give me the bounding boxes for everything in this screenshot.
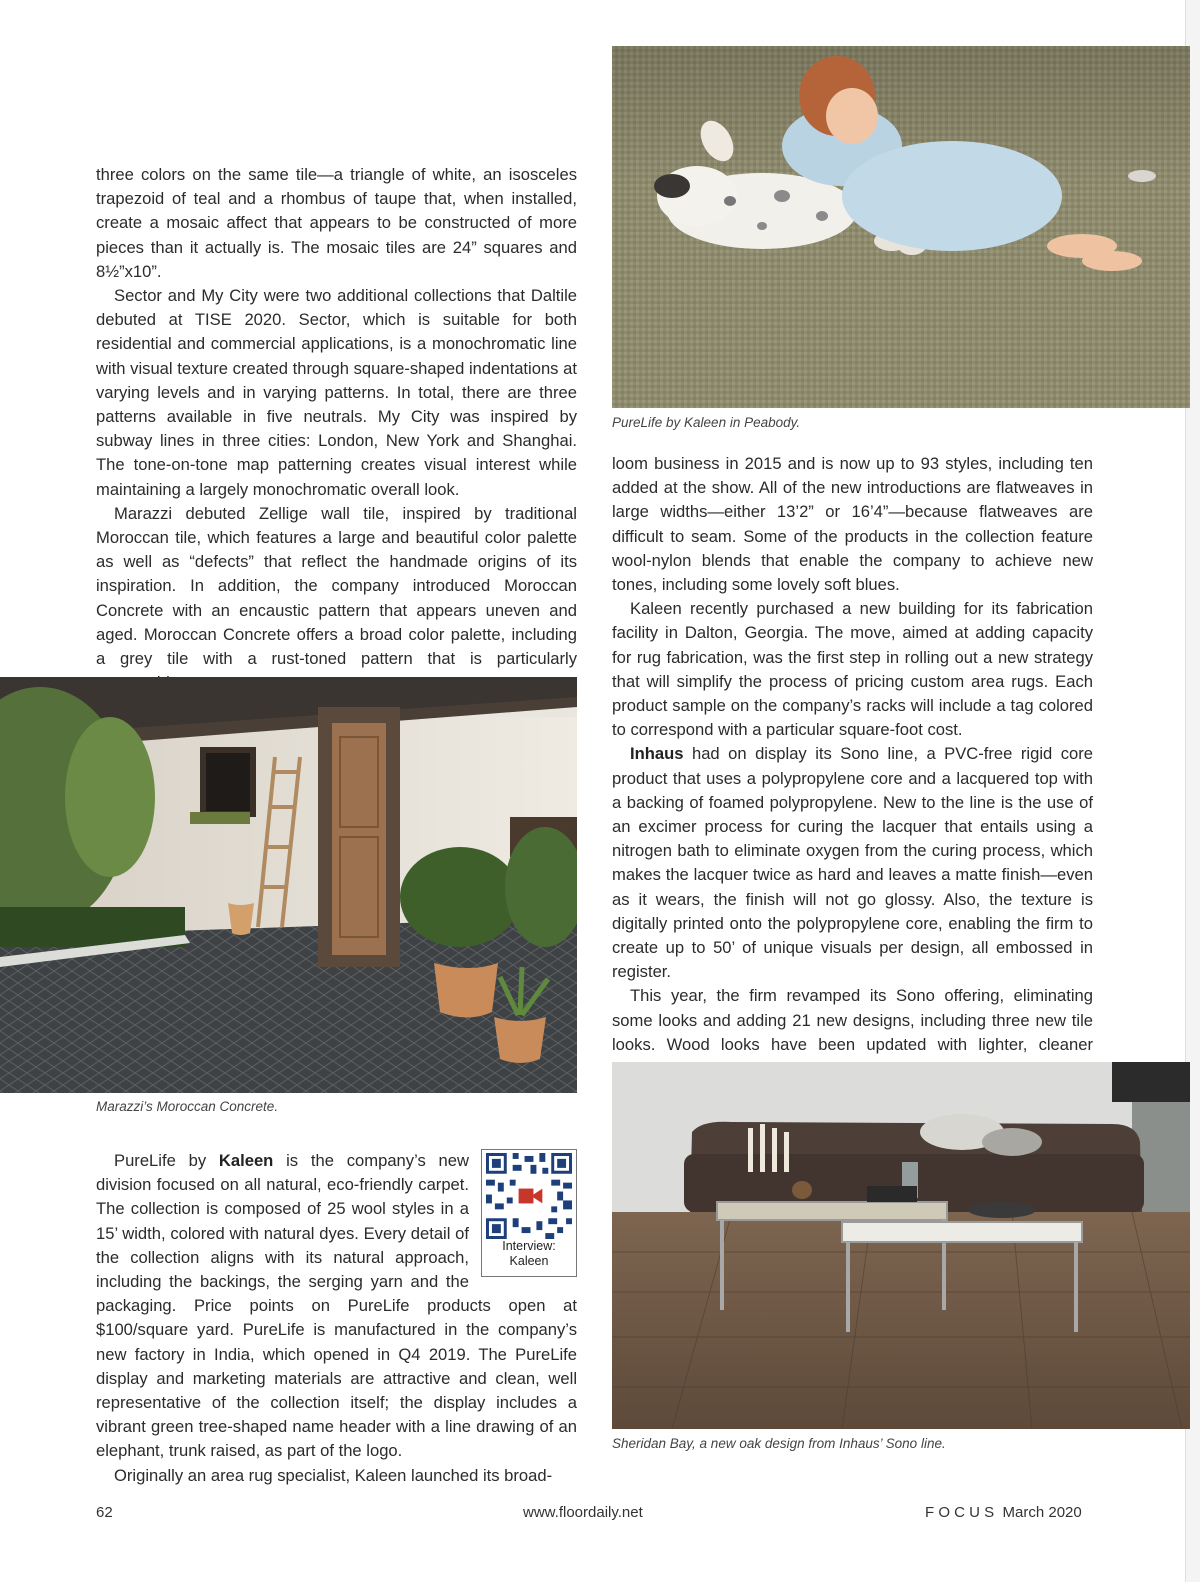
right-column — [612, 452, 1093, 1081]
left-column-top — [96, 163, 577, 695]
caption-purelife: PureLife by Kaleen in Peabody. — [612, 415, 801, 430]
caption-marazzi: Marazzi’s Moroccan Concrete. — [96, 1099, 279, 1114]
right-paragraph-2: Kaleen recently purchased a new building for its fabrication facility in Dalton, Georgia. The move, aimed at adding capacity for rug fabrication, was the first step in rolling out a new strategy that will simplify the process of pricing custom area rugs. Each product sample on the company’s racks will include a tag colored to correspond with a particular square-foot cost. — [612, 599, 1093, 740]
sheridan-bay-photo — [612, 1062, 1190, 1429]
right-paragraph-3 — [612, 742, 1093, 984]
left-paragraph-2: Sector and My City were two additional collections that Daltile debuted at TISE 2020. Sector, which is suitable for both residential and commercial applications, is a monochromatic line with visual texture created through square-shaped indentations at varying levels and in varying patterns. In total, there are three patterns available in five neutrals. My City was inspired by subway lines in three cities: London, New York and Shanghai. The tone-on-tone map patterning creates visual interest while maintaining a largely monochromatic overall look. — [96, 286, 577, 499]
marazzi-photo — [0, 677, 577, 1093]
p4-lead: PureLife by — [114, 1151, 219, 1170]
qr-code-icon — [486, 1153, 572, 1239]
footer-website[interactable]: www.floordaily.net — [523, 1504, 643, 1521]
left-paragraph-3: Marazzi debuted Zellige wall tile, inspired by traditional Moroccan tile, which features a large and beautiful color palette as well as “defects” that reflect the handmade origins of its inspiration. In addition, the company introduced Moroccan Concrete with an encaustic pattern that appears uneven and aged. Moroccan Concrete offers a broad color palette, including a grey tile with a rust-toned pattern that is particularly — [96, 503, 577, 669]
qr-label-line-2: Kaleen — [509, 1254, 549, 1268]
left-paragraph-1: three colors on the same tile—a triangle of white, an isosceles trapezoid of teal and a rhombus of taupe that, when installed, create a mosaic affect that appears to be constructed of more pieces than it actually is. The mosaic tiles are 24” squares and 8½”x10”. — [96, 165, 577, 281]
caption-sheridan-bay: Sheridan Bay, a new oak design from Inhaus’ Sono line. — [612, 1436, 946, 1451]
p3-body: had on display its Sono line, a PVC-free rigid core product that uses a polypropylene core and a lacquered top with a backing of foamed polypropylene. New to the line is the use of an excimer process for curing the lacquer that entails using a nitrogen bath to eliminate oxygen from the curing process, which makes the lacquer twice as hard and leaves a matte finish—even as it wears, the finish will not go glossy. Also, the texture is digitally printed onto the polypropylene core, enabling the firm to create up to 50’ of unique visuals per design, all embossed in register. — [612, 744, 1093, 982]
page-number: 62 — [96, 1504, 113, 1521]
qr-code-box[interactable] — [481, 1149, 577, 1277]
purelife-photo — [612, 46, 1190, 408]
left-column-bottom — [96, 1149, 577, 1488]
brand-kaleen: Kaleen — [218, 1151, 274, 1170]
qr-label-line-1: Interview: — [502, 1239, 556, 1253]
left-paragraph-5: Originally an area rug specialist, Kaleen launched its broad- — [114, 1465, 553, 1485]
brand-inhaus: Inhaus — [630, 744, 684, 764]
qr-label — [482, 1239, 576, 1269]
right-paragraph-1: loom business in 2015 and is now up to 93 styles, including ten added at the show. All of the new introductions are flatweaves in large widths—either 13’2” or 16’4”—because flatweaves are difficult to seam. Some of the products in the collection feature wool-nylon blends that enable the company to achieve new tones, including some lovely soft blues. — [612, 454, 1093, 595]
right-paragraph-4: This year, the firm revamped its Sono offering, eliminating some looks and adding 21 new designs, including three new tile looks. Wood looks have been updated with lighter, cleaner — [612, 986, 1093, 1054]
p4-body: is the company’s new division focused on all natural, eco-friendly carpet. The collection is composed of 25 wool styles in a 15’ width, colored with natural dyes. Every detail of the collection aligns with its natural approach, including the backings, the serging yarn and the packaging. Price points on PureLife products open at $100/square yard. PureLife is manufactured in the company’s new factory in India, which opened in Q4 2019. The PureLife display and marketing materials are attractive and clean, well representative of the collection itself; the display includes a vibrant green tree-shaped name header with a line drawing of an elephant, trunk raised, as part of the logo. — [96, 1151, 577, 1461]
footer-issue: F O C U S March 2020 — [925, 1504, 1082, 1521]
